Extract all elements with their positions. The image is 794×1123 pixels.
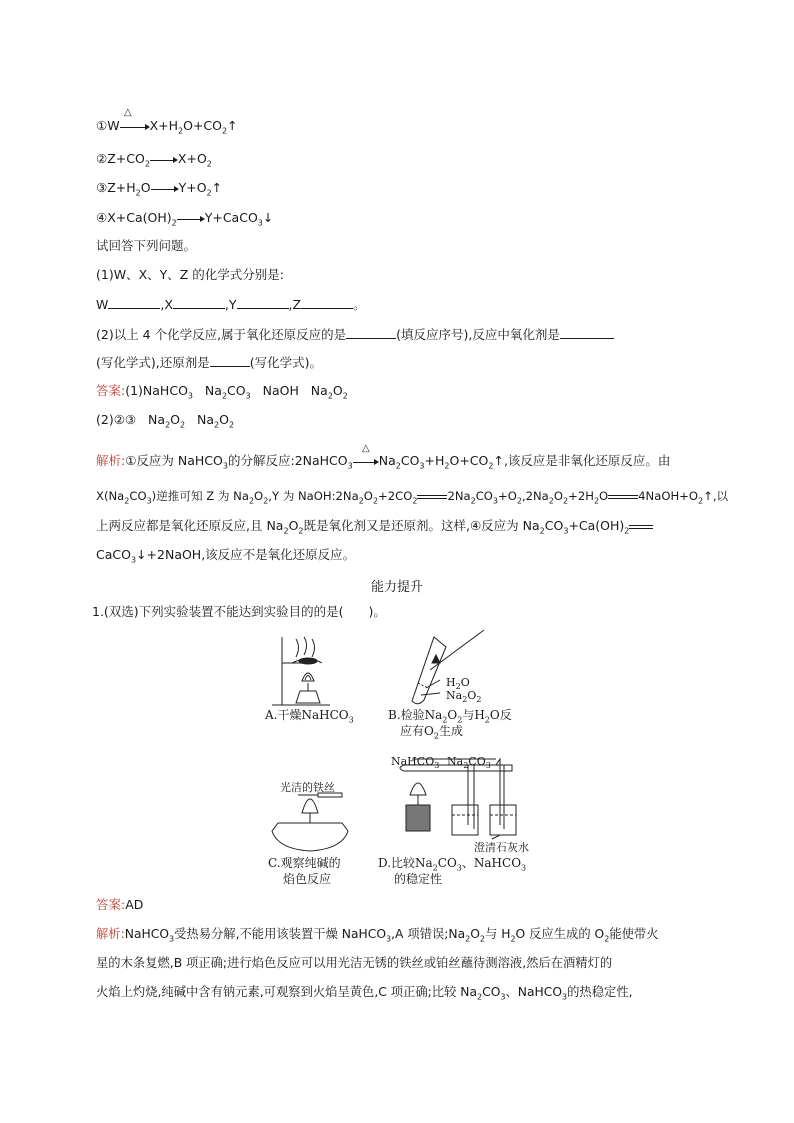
sub: 2 xyxy=(433,731,439,741)
analysis-text: CO xyxy=(129,489,147,503)
sub: 2 xyxy=(516,496,522,506)
label-d-line1 xyxy=(378,856,526,871)
sub: 2 xyxy=(144,159,150,169)
analysis-text: CaCO xyxy=(96,547,131,562)
analysis-2-line1 xyxy=(96,926,659,942)
sub: 3 xyxy=(245,391,251,401)
label-text: D.比较Na xyxy=(378,856,433,870)
analysis-1-line3 xyxy=(96,518,653,534)
analysis-1-line2 xyxy=(96,488,728,504)
analysis-text: ,A 项错误;Na xyxy=(391,927,466,941)
sub: 2 xyxy=(372,496,379,506)
answer-text: Na xyxy=(197,412,215,427)
analysis-text: +H xyxy=(424,453,445,468)
sub: 3 xyxy=(521,863,527,873)
analysis-text: O xyxy=(363,489,373,503)
question-1-blanks xyxy=(96,296,366,313)
r1-text: ①W xyxy=(96,118,120,133)
sub: 3 xyxy=(386,934,392,944)
sub: 3 xyxy=(130,555,137,565)
arrow-icon xyxy=(151,184,179,194)
sub: 3 xyxy=(146,496,152,506)
sub: 2 xyxy=(171,218,177,228)
answer-text: NaOH xyxy=(262,383,299,398)
sub: 2 xyxy=(624,526,630,536)
sub: 3 xyxy=(347,461,353,471)
r3-text: ③Z+H xyxy=(96,180,136,195)
analysis-text: 既是氧化剂又是还原剂。这样,④反应为 Na xyxy=(303,518,540,533)
analysis-text: ↓+2NaOH,该反应不是氧化还原反应。 xyxy=(136,547,356,562)
label-text: 应有O xyxy=(400,724,434,738)
sub: 2 xyxy=(228,420,235,430)
answer-text: CO xyxy=(227,383,246,398)
analysis-text: 上两反应都是氧化还原反应,且 Na xyxy=(96,518,284,533)
question-1: (1)W、X、Y、Z 的化学式分别是: xyxy=(96,267,285,282)
reaction-2 xyxy=(96,151,212,167)
analysis-text: ,2Na xyxy=(521,489,549,503)
sub: 3 xyxy=(492,496,499,506)
question-2-line2 xyxy=(96,354,322,371)
analysis-label: 解析: xyxy=(96,927,125,941)
equals-icon xyxy=(608,492,638,502)
analysis-text: O xyxy=(599,489,609,503)
analysis-text: ①反应为 NaHCO xyxy=(125,453,223,468)
analysis-text: Na xyxy=(378,453,396,468)
sub: 3 xyxy=(187,391,193,401)
r1-text: O+CO xyxy=(183,118,222,133)
analysis-1-line1 xyxy=(96,453,670,469)
sub: 2 xyxy=(221,391,228,401)
analysis-text: O+CO xyxy=(449,453,489,468)
label-text: Na xyxy=(447,755,464,768)
label-text: H xyxy=(446,676,456,689)
answer-label: 答案: xyxy=(96,383,126,398)
arrow-icon xyxy=(353,457,379,467)
sub: 2 xyxy=(488,461,494,471)
r4-text: ④X+Ca(OH) xyxy=(96,210,172,225)
sub: 2 xyxy=(477,992,483,1002)
answer-text: (1)NaHCO xyxy=(125,383,188,398)
sub: 2 xyxy=(476,695,482,705)
sub: 2 xyxy=(604,934,610,944)
r1-text: ↑ xyxy=(227,118,238,133)
sub: 2 xyxy=(698,496,704,506)
analysis-text: +2H xyxy=(568,489,594,503)
analysis-text: )逆推可知 Z 为 Na xyxy=(151,489,249,503)
r2-text: ②Z+CO xyxy=(96,151,145,166)
answer-1-line2 xyxy=(96,412,234,428)
sub: 2 xyxy=(444,461,450,471)
sub: 2 xyxy=(206,188,212,198)
analysis-text: O xyxy=(288,518,299,533)
answer-text: Na xyxy=(204,383,222,398)
analysis-text: 、NaHCO xyxy=(505,985,563,999)
analysis-2-line2: 星的木条复燃,B 项正确;进行焰色反应可以用光洁无锈的铁丝或铂丝蘸待测溶液,然后在酒精灯的 xyxy=(96,956,613,970)
arrow-icon xyxy=(177,214,205,224)
answer-text: Na xyxy=(310,383,328,398)
label-text: CO xyxy=(437,856,457,870)
sub: 2 xyxy=(463,761,469,771)
answer-blank[interactable] xyxy=(346,326,396,339)
answer-text: O xyxy=(170,412,180,427)
analysis-text: O xyxy=(254,489,264,503)
analysis-text: O 反应生成的 O xyxy=(515,927,605,941)
label-text: O xyxy=(460,676,470,689)
sub: 2 xyxy=(222,126,228,136)
label-text: B.检验Na xyxy=(388,708,443,722)
label-text: Na xyxy=(446,689,463,702)
sub: 2 xyxy=(465,934,471,944)
sub: 2 xyxy=(539,526,545,536)
sub: 2 xyxy=(470,496,476,506)
analysis-text: 4NaOH+O xyxy=(638,489,699,503)
sub: 3 xyxy=(563,526,569,536)
analysis-text: O xyxy=(470,927,480,941)
heat-condition-icon: △ xyxy=(124,107,132,118)
sub: 3 xyxy=(348,715,354,725)
sub: 2 xyxy=(484,715,490,725)
r4-text: ↓ xyxy=(262,210,274,225)
analysis-text: 火焰上灼烧,纯碱中含有钠元素,可观察到火焰呈黄色,C 项正确;比较 Na xyxy=(96,985,478,999)
label-d-line2: 的稳定性 xyxy=(394,872,443,886)
sub: 2 xyxy=(214,420,220,430)
analysis-text: 能使带火 xyxy=(609,927,659,941)
apparatus-c-flame-test xyxy=(272,793,348,851)
r4-text: Y+CaCO xyxy=(204,210,258,225)
sub: 2 xyxy=(298,526,304,536)
analysis-text: CO xyxy=(400,453,420,468)
apparatus-a-drying xyxy=(272,637,330,705)
label-a xyxy=(265,708,354,723)
label-b-line2 xyxy=(400,724,463,739)
sub: 3 xyxy=(434,761,440,771)
analysis-text: 受热易分解,不能用该装置干燥 NaHCO xyxy=(174,927,387,941)
sub: 2 xyxy=(432,863,438,873)
answer-text: Na xyxy=(148,412,166,427)
sub: 3 xyxy=(222,461,228,471)
label-text: NaHCO xyxy=(391,755,435,768)
sub: 2 xyxy=(165,420,171,430)
analysis-text: 的热稳定性, xyxy=(567,985,633,999)
sub: 2 xyxy=(593,496,600,506)
answer-text: O xyxy=(219,412,229,427)
answer-text: AD xyxy=(125,897,144,912)
answer-text: O xyxy=(332,383,343,398)
q2-text: (填反应序号),反应中氧化剂是 xyxy=(396,327,560,342)
blank-label: ,X xyxy=(160,297,173,312)
heat-condition-icon: △ xyxy=(362,443,370,454)
analysis-text: +Ca(OH) xyxy=(568,518,625,533)
label-b-line1 xyxy=(388,708,512,723)
blank-label: 。 xyxy=(353,297,366,312)
blank-label: W xyxy=(96,297,109,312)
sub: 2 xyxy=(457,715,463,725)
q2-text: (2)以上 4 个化学反应,属于氧化还原反应的是 xyxy=(96,327,347,342)
sub: 2 xyxy=(395,461,401,471)
r1-text: X+H xyxy=(149,118,179,133)
label-c-line2: 焰色反应 xyxy=(283,872,332,886)
analysis-text: +2CO xyxy=(378,489,413,503)
answer-blank[interactable] xyxy=(560,326,614,339)
equals-icon xyxy=(417,492,447,502)
sub: 2 xyxy=(342,391,348,401)
r3-text: ↑ xyxy=(211,180,223,195)
label-nahco3 xyxy=(391,754,439,769)
sub: 2 xyxy=(206,159,212,169)
sub: 3 xyxy=(169,934,175,944)
analysis-text: CO xyxy=(475,489,493,503)
answer-text: (2)②③ xyxy=(96,412,137,427)
blank-label: ,Z xyxy=(288,297,302,312)
label-na2o2 xyxy=(446,688,481,703)
sub: 2 xyxy=(180,420,186,430)
analysis-text: X(Na xyxy=(96,489,125,503)
apparatus-d-stability xyxy=(400,759,516,839)
sub: 2 xyxy=(263,496,269,506)
answer-blank[interactable] xyxy=(173,296,225,309)
sub: 3 xyxy=(456,863,462,873)
sub: 2 xyxy=(548,496,554,506)
sub: 2 xyxy=(135,188,141,198)
reaction-4 xyxy=(96,210,273,226)
label-na2co3 xyxy=(447,754,491,769)
analysis-text: NaHCO xyxy=(124,927,169,941)
sub: 2 xyxy=(442,715,448,725)
sub: 3 xyxy=(257,218,263,228)
analysis-2-line3 xyxy=(96,984,633,1000)
r3-text: O xyxy=(140,180,151,195)
q2-text: (写化学式),还原剂是 xyxy=(96,355,210,370)
label-text: A.干燥NaHCO xyxy=(265,708,349,722)
analysis-text: 的分解反应:2NaHCO xyxy=(227,453,348,468)
q2-text: (写化学式)。 xyxy=(249,355,322,370)
sub: 3 xyxy=(500,992,506,1002)
r3-text: Y+O xyxy=(178,180,207,195)
sub: 2 xyxy=(248,496,255,506)
answer-2 xyxy=(96,897,143,913)
label-text: 与H xyxy=(462,708,485,722)
sub: 2 xyxy=(327,391,333,401)
sub: 3 xyxy=(485,761,491,771)
analysis-label: 解析: xyxy=(96,453,126,468)
sub: 2 xyxy=(510,934,516,944)
label-limewater: 澄清石灰水 xyxy=(474,841,529,854)
sub: 2 xyxy=(412,496,418,506)
analysis-text: CO xyxy=(482,985,501,999)
question-intro: 试回答下列问题。 xyxy=(96,238,197,253)
analysis-text: 与 H xyxy=(485,927,511,941)
equals-icon xyxy=(629,522,653,532)
analysis-text: ,Y 为 NaOH:2Na xyxy=(268,489,359,503)
analysis-text: ↑,该反应是非氧化还原反应。由 xyxy=(493,453,671,468)
label-text: CO xyxy=(468,755,486,768)
analysis-text: O xyxy=(553,489,564,503)
reaction-1 xyxy=(96,118,238,134)
label-text: 生成 xyxy=(438,724,463,738)
section-title: 能力提升 xyxy=(370,580,423,595)
label-text: 、NaHCO xyxy=(461,856,522,870)
blank-label: ,Y xyxy=(224,297,237,312)
label-text: O xyxy=(447,708,458,722)
answer-blank[interactable] xyxy=(301,296,353,309)
analysis-1-line4 xyxy=(96,547,355,563)
reaction-3 xyxy=(96,180,222,196)
sub: 2 xyxy=(563,496,569,506)
analysis-text: CO xyxy=(544,518,564,533)
question-experiment: 1.(双选)下列实验装置不能达到实验目的的是( )。 xyxy=(92,604,386,619)
label-wire: 光洁的铁丝 xyxy=(280,781,335,794)
analysis-text: ↑,以 xyxy=(703,489,729,503)
analysis-text: 2Na xyxy=(447,489,471,503)
sub: 3 xyxy=(419,461,425,471)
arrow-icon xyxy=(120,122,150,132)
sub: 2 xyxy=(479,934,485,944)
sub: 2 xyxy=(178,126,184,136)
sub: 3 xyxy=(562,992,568,1002)
answer-blank[interactable] xyxy=(108,296,160,309)
label-c-line1: C.观察纯碱的 xyxy=(268,856,341,870)
analysis-text: +O xyxy=(498,489,517,503)
question-2-line1 xyxy=(96,326,614,343)
label-text: O xyxy=(467,689,477,702)
answer-label: 答案: xyxy=(96,897,126,912)
r2-text: X+O xyxy=(177,151,207,166)
sub: 2 xyxy=(462,695,468,705)
sub: 2 xyxy=(283,526,289,536)
sub: 2 xyxy=(455,682,461,692)
sub: 2 xyxy=(124,496,130,506)
arrow-icon xyxy=(150,155,178,165)
answer-blank[interactable] xyxy=(237,296,289,309)
label-text: O反 xyxy=(489,708,512,722)
answer-blank[interactable] xyxy=(210,354,250,367)
sub: 2 xyxy=(358,496,364,506)
answer-1-line1 xyxy=(96,383,348,399)
